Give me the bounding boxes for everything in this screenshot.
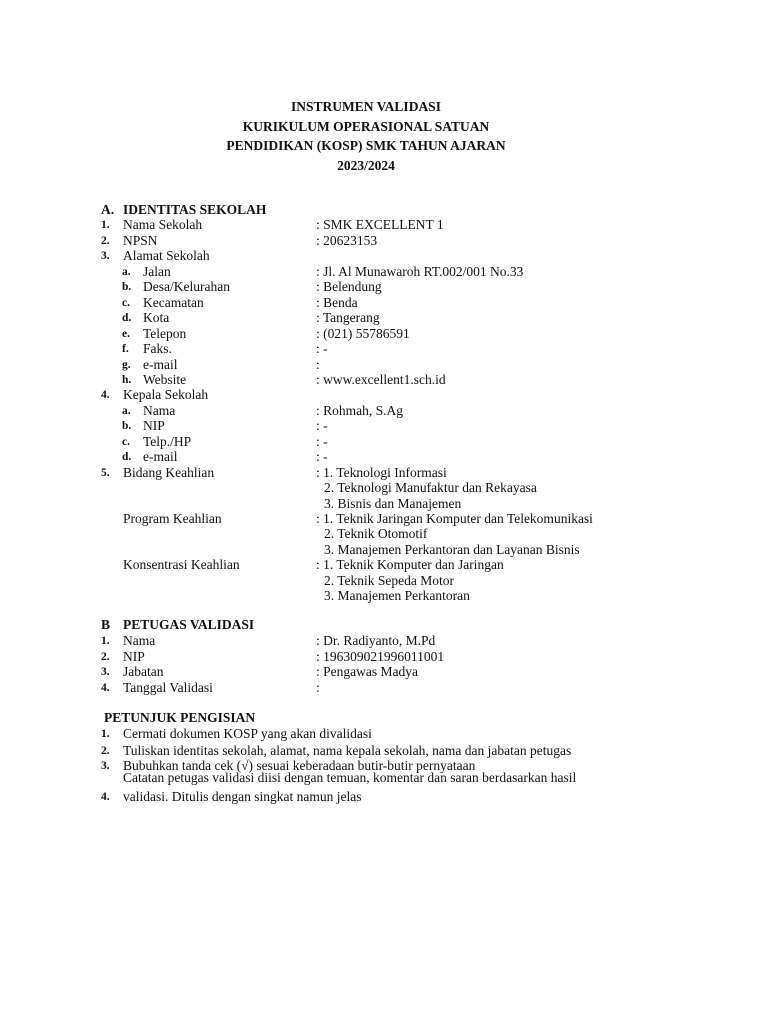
field-label: Alamat Sekolah — [123, 248, 210, 263]
field-label: e-mail — [143, 449, 178, 464]
row-number: 3. — [101, 250, 110, 262]
field-label: Kepala Sekolah — [123, 387, 209, 402]
field-label: Bidang Keahlian — [123, 465, 215, 480]
row-letter: d. — [122, 312, 132, 324]
row-number: 1. — [101, 635, 110, 647]
field-label: Nama Sekolah — [123, 217, 203, 232]
row-number: 2. — [101, 235, 110, 247]
title-line-1: INSTRUMEN VALIDASI — [291, 99, 441, 114]
row-number: 1. — [101, 728, 110, 740]
instruction-text: Tuliskan identitas sekolah, alamat, nama kepala sekolah, nama dan jabatan petugas — [123, 743, 572, 758]
row-number: 3. — [101, 666, 110, 678]
row-number: 5. — [101, 467, 110, 479]
field-value: : — [316, 680, 320, 695]
field-value: : 196309021996011001 — [316, 649, 445, 664]
section-b-heading: PETUGAS VALIDASI — [123, 617, 255, 632]
field-value: : Belendung — [316, 279, 382, 294]
row-letter: b. — [122, 281, 132, 293]
field-value: 3. Bisnis dan Manajemen — [324, 496, 462, 511]
row-letter: a. — [122, 266, 131, 278]
row-number: 4. — [101, 682, 110, 694]
field-value: : Benda — [316, 295, 358, 310]
field-label: Kota — [143, 310, 170, 325]
instruction-text: validasi. Ditulis dengan singkat namun jelas — [123, 789, 362, 804]
row-letter: c. — [122, 436, 130, 448]
field-label: Telepon — [143, 326, 187, 341]
row-number: 1. — [101, 219, 110, 231]
row-letter: d. — [122, 451, 132, 463]
field-value: 2. Teknik Sepeda Motor — [324, 573, 455, 588]
field-label: NIP — [143, 418, 165, 433]
field-value: 3. Manajemen Perkantoran — [324, 588, 470, 603]
row-letter: c. — [122, 297, 130, 309]
field-value: 2. Teknologi Manufaktur dan Rekayasa — [324, 480, 537, 495]
row-number: 3. — [101, 760, 110, 772]
title-line-2: KURIKULUM OPERASIONAL SATUAN — [242, 118, 490, 134]
instruction-text: Catatan petugas validasi diisi dengan temuan, komentar dan saran berdasarkan hasil — [123, 770, 577, 785]
field-value: : 1. Teknik Komputer dan Jaringan — [316, 557, 504, 572]
field-label: Telp./HP — [143, 434, 192, 449]
field-label: Tanggal Validasi — [123, 680, 213, 695]
field-value: : - — [316, 449, 328, 464]
field-value: : (021) 55786591 — [316, 326, 410, 341]
document-title — [0, 97, 732, 175]
petunjuk-heading: PETUNJUK PENGISIAN — [104, 710, 256, 725]
row-letter: e. — [122, 328, 130, 340]
row-number: 4. — [101, 791, 110, 803]
row-letter: a. — [122, 405, 131, 417]
field-label: Jabatan — [123, 664, 164, 679]
field-label: Website — [143, 372, 187, 387]
row-letter: h. — [122, 374, 132, 386]
section-a-marker: A. — [101, 202, 115, 217]
field-value: : SMK EXCELLENT 1 — [316, 217, 444, 232]
field-value: 2. Teknik Otomotif — [324, 526, 428, 541]
instruction-text: Bubuhkan tanda cek (√) sesuai keberadaan butir-butir pernyataan — [123, 758, 476, 773]
title-line-3: PENDIDIKAN (KOSP) SMK TAHUN AJARAN — [226, 138, 506, 153]
field-label: NPSN — [123, 233, 158, 248]
row-letter: g. — [122, 359, 131, 371]
field-label: Nama — [143, 403, 176, 418]
field-label: Faks. — [143, 341, 172, 356]
field-label: Konsentrasi Keahlian — [123, 557, 240, 572]
field-value: : Dr. Radiyanto, M.Pd — [316, 633, 436, 648]
field-label: Kecamatan — [143, 295, 204, 310]
field-label: Desa/Kelurahan — [143, 279, 230, 294]
field-value: : - — [316, 418, 328, 433]
field-value: : 1. Teknologi Informasi — [316, 465, 447, 480]
field-value: : Tangerang — [316, 310, 380, 325]
title-line-4: 2023/2024 — [337, 157, 395, 173]
field-label: e-mail — [143, 357, 178, 372]
field-value: : 20623153 — [316, 233, 378, 248]
row-number: 2. — [101, 745, 110, 757]
row-letter: f. — [122, 343, 129, 355]
row-number: 4. — [101, 389, 110, 401]
field-value: 3. Manajemen Perkantoran dan Layanan Bisnis — [324, 542, 580, 557]
field-value: : Jl. Al Munawaroh RT.002/001 No.33 — [316, 264, 524, 279]
row-letter: b. — [122, 420, 132, 432]
field-value: : Rohmah, S.Ag — [316, 403, 404, 418]
field-label: Program Keahlian — [123, 511, 222, 526]
field-value: : Pengawas Madya — [316, 664, 418, 679]
section-a-heading: IDENTITAS SEKOLAH — [123, 202, 267, 217]
field-label: NIP — [123, 649, 145, 664]
field-value: : - — [316, 434, 328, 449]
row-number: 2. — [101, 651, 110, 663]
field-value: : 1. Teknik Jaringan Komputer dan Telekomunikasi — [316, 511, 593, 526]
field-value: : - — [316, 341, 328, 356]
field-label: Jalan — [143, 264, 171, 279]
section-b-marker: B — [101, 617, 111, 632]
field-value: : — [316, 357, 320, 372]
instruction-text: Cermati dokumen KOSP yang akan divalidasi — [123, 726, 372, 741]
field-label: Nama — [123, 633, 156, 648]
field-value: : www.excellent1.sch.id — [316, 372, 446, 387]
